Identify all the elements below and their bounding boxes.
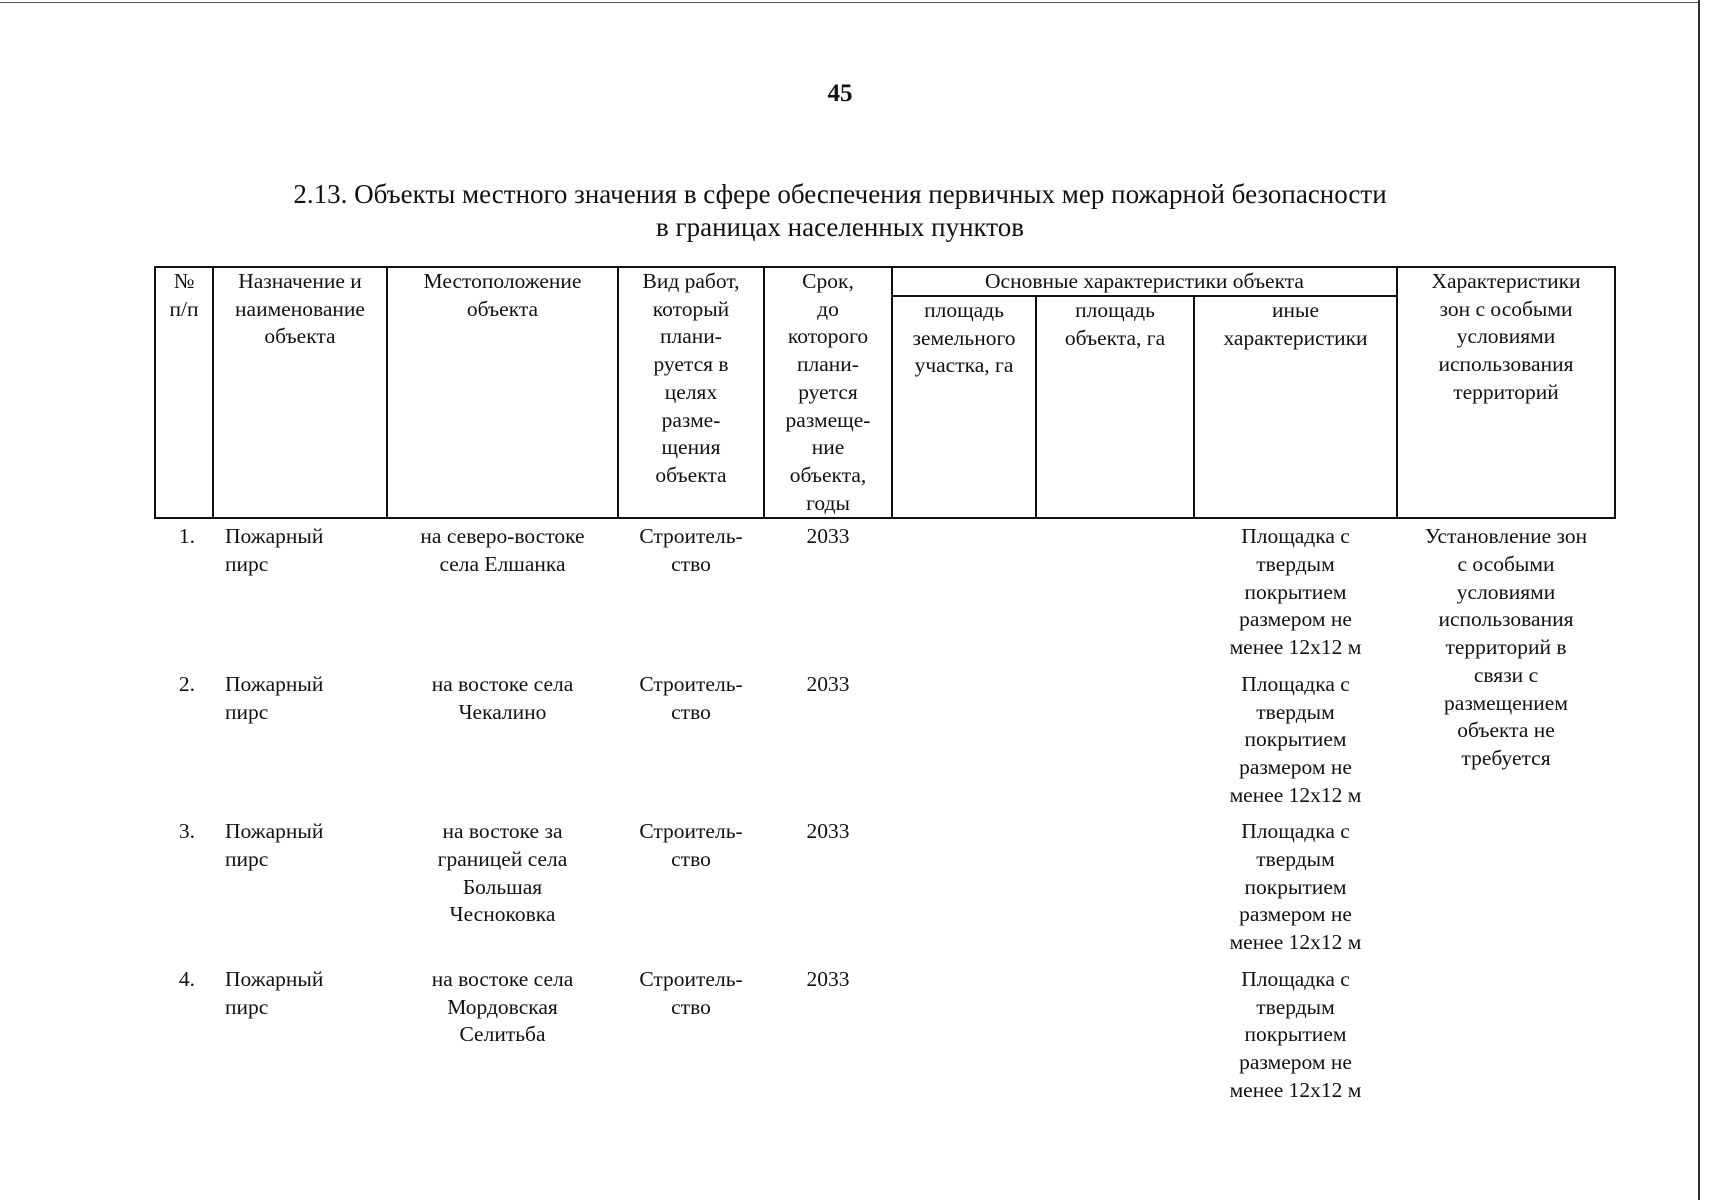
row-number: 2. — [178, 671, 195, 696]
object-location: на востоке села Мордовская Селитьба — [431, 966, 574, 1047]
land-area — [892, 966, 1036, 1114]
header-name: Назначение и наименование объекта — [213, 267, 387, 518]
object-name: Пожарный пирс — [225, 819, 324, 872]
deadline-year: 2033 — [806, 966, 850, 991]
table-header — [155, 267, 1615, 518]
object-area — [1036, 966, 1194, 1114]
land-area — [892, 818, 1036, 966]
header-main-characteristics: Основные характеристики объекта — [892, 267, 1397, 296]
row-number: 4. — [178, 966, 195, 991]
section-title-line-2: в границах населенных пунктов — [656, 212, 1024, 242]
table-row — [155, 518, 1615, 671]
scan-top-edge — [0, 2, 1700, 3]
object-name: Пожарный пирс — [225, 524, 324, 577]
header-num: № п/п — [155, 267, 213, 518]
deadline-year: 2033 — [806, 671, 850, 696]
header-object-area: площадь объекта, га — [1036, 296, 1194, 518]
header-location: Местоположение объекта — [387, 267, 618, 518]
row-number: 3. — [178, 819, 195, 844]
work-type: Строитель- ство — [639, 524, 743, 577]
row-number: 1. — [178, 524, 195, 549]
section-title — [150, 178, 1530, 244]
object-area — [1036, 671, 1194, 819]
land-area — [892, 671, 1036, 819]
header-deadline: Срок, до которого плани- руется размеще- ние объекта, годы — [764, 267, 892, 518]
scan-right-edge — [1698, 0, 1700, 1200]
other-characteristics: Площадка с твердым покрытием размером не менее 12х12 м — [1229, 671, 1362, 807]
header-land-area: площадь земельного участка, га — [892, 296, 1036, 518]
other-characteristics: Площадка с твердым покрытием размером не менее 12х12 м — [1229, 966, 1362, 1102]
work-type: Строитель- ство — [639, 671, 743, 724]
deadline-year: 2033 — [806, 524, 850, 549]
object-area — [1036, 518, 1194, 671]
table-row — [155, 818, 1615, 966]
object-area — [1036, 818, 1194, 966]
other-characteristics: Площадка с твердым покрытием размером не менее 12х12 м — [1229, 524, 1362, 660]
header-zones: Характеристики зон с особыми условиями использования территорий — [1397, 267, 1615, 518]
zones-characteristics: Установление зон с особыми условиями использования территорий в связи с размещением объекта не требуется — [1424, 524, 1588, 770]
header-row-1 — [155, 267, 1615, 296]
object-name: Пожарный пирс — [225, 966, 324, 1019]
header-other-characteristics: иные характеристики — [1194, 296, 1397, 518]
table-row — [155, 671, 1615, 819]
object-name: Пожарный пирс — [225, 671, 324, 724]
object-location: на востоке за границей села Большая Чесноковка — [437, 819, 568, 927]
work-type: Строитель- ство — [639, 819, 743, 872]
object-location: на востоке села Чекалино — [431, 671, 574, 724]
work-type: Строитель- ство — [639, 966, 743, 1019]
objects-table — [154, 266, 1616, 1113]
header-work-type: Вид работ, который плани- руется в целях разме- щения объекта — [618, 267, 764, 518]
table-row — [155, 966, 1615, 1114]
object-location: на северо-востоке села Елшанка — [420, 524, 585, 577]
section-title-line-1: 2.13. Объекты местного значения в сфере обеспечения первичных мер пожарной безопасности — [293, 179, 1387, 209]
table-body — [155, 518, 1615, 1113]
deadline-year: 2033 — [806, 819, 850, 844]
other-characteristics: Площадка с твердым покрытием размером не менее 12х12 м — [1229, 819, 1362, 955]
land-area — [892, 518, 1036, 671]
page-number: 45 — [827, 80, 853, 107]
